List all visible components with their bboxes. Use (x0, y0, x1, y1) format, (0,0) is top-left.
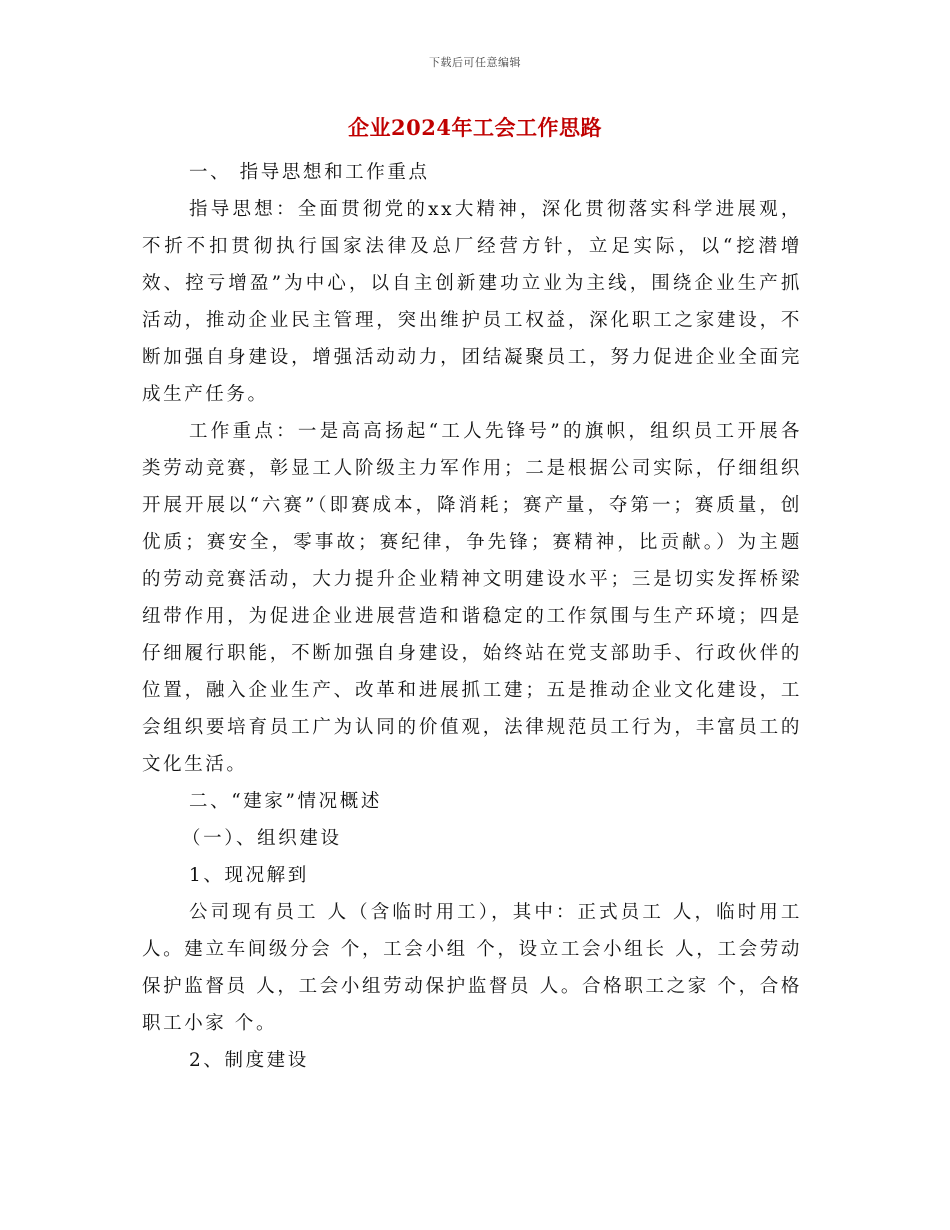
subsection-organization: （一）、组织建设 (182, 828, 342, 849)
document-body (142, 154, 802, 1079)
page-header: 下载后可任意编辑 (429, 56, 521, 69)
section-1-heading: 一、 指导思想和工作重点 (189, 162, 430, 183)
guiding-thought-paragraph: 指导思想：全面贯彻党的xx大精神，深化贯彻落实科学进展观，不折不扣贯彻执行国家法律及总厂经营方针，立足实际，以“挖潜增效、控亏增盈”为中心，以自主创新建功立业为主线，围绕企业生产抓活动，推动企业民主管理，突出维护员工权益，深化职工之家建设，不断加强自身建设，增强活动动力，团结凝聚员工，努力促进企业全面完成生产任务。 (142, 199, 802, 405)
item-system-building: 2、制度建设 (189, 1050, 309, 1071)
item-current-status: 1、现况解到 (189, 865, 309, 886)
staff-statistics-paragraph: 公司现有员工 人（含临时用工），其中：正式员工 人，临时用工 人。建立车间级分会 个，工会小组 个，设立工会小组长 人，工会劳动保护监督员 人，工会小组劳动保护监督员 人。合格职工之家 个，合格职工小家 个。 (142, 902, 802, 1034)
section-2-heading: 二、“建家”情况概述 (189, 791, 382, 812)
work-focus-paragraph: 工作重点：一是高高扬起“工人先锋号”的旗帜，组织员工开展各类劳动竞赛，彰显工人阶级主力军作用；二是根据公司实际，仔细组织开展开展以“六赛”（即赛成本，降消耗；赛产量，夺第一；赛质量，创优质；赛安全，零事故；赛纪律，争先锋；赛精神，比贡献。）为主题的劳动竞赛活动，大力提升企业精神文明建设水平；三是切实发挥桥梁纽带作用，为促进企业进展营造和谐稳定的工作氛围与生产环境；四是仔细履行职能，不断加强自身建设，始终站在党支部助手、行政伙伴的位置，融入企业生产、改革和进展抓工建；五是推动企业文化建设，工会组织要培育员工广为认同的价值观，法律规范员工行为，丰富员工的文化生活。 (142, 421, 802, 775)
document-title: 企业2024年工会工作思路 (348, 115, 602, 140)
